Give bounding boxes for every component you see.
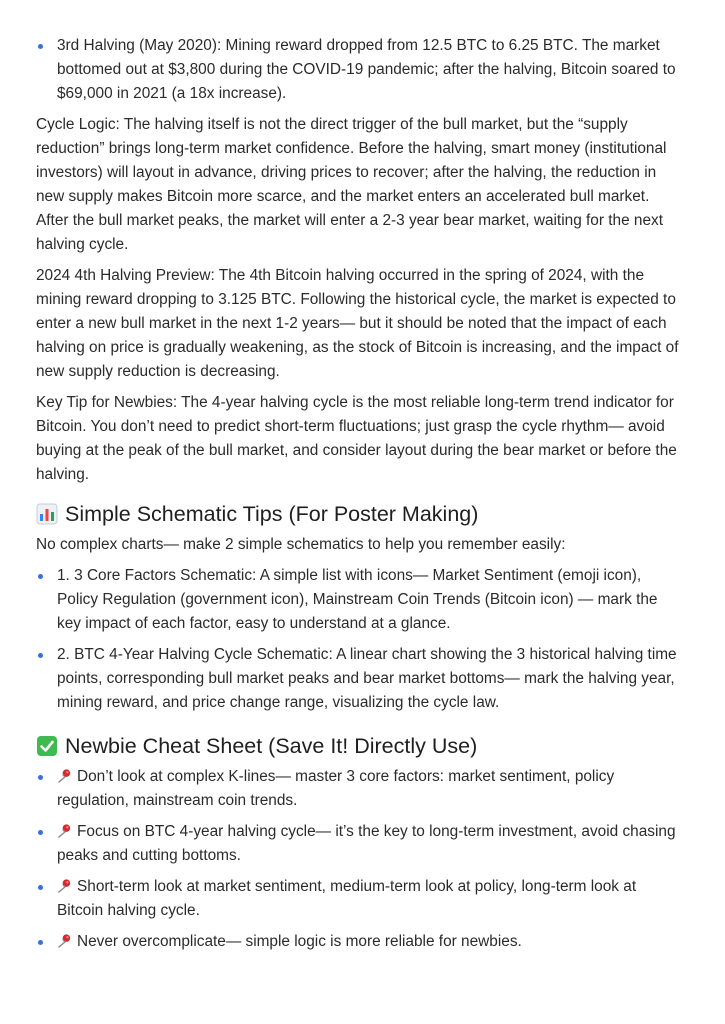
key-tip-paragraph: Key Tip for Newbies: The 4-year halving cycle is the most reliable long-term trend indicator for Bitcoin. You don’t need to predict short-term fluctuations; just grasp the cycle rhythm— avoid buying at the peak of the bull market, and consider layout during the bear market or before the halving. bbox=[36, 394, 677, 483]
pushpin-icon bbox=[57, 878, 72, 893]
list-item-text: 1. 3 Core Factors Schematic: A simple list with icons— Market Sentiment (emoji icon), Policy Regulation (government icon), Mainstream Coin Trends (Bitcoin icon) — mark the key impact of each factor, easy to understand at a glance. bbox=[57, 567, 658, 632]
list-item-text: Focus on BTC 4-year halving cycle— it’s the key to long-term investment, avoid chasing peaks and cutting bottoms. bbox=[57, 823, 676, 864]
bar-chart-icon bbox=[36, 503, 58, 525]
list-item-cheat-3 bbox=[36, 875, 685, 923]
bullet-dot bbox=[38, 574, 43, 579]
check-mark-icon bbox=[36, 735, 58, 757]
cheat-sheet-title: Newbie Cheat Sheet (Save It! Directly Use) bbox=[65, 734, 478, 758]
list-item-text: Never overcomplicate— simple logic is more reliable for newbies. bbox=[77, 933, 522, 950]
list-item-halving-cycle-schematic bbox=[36, 643, 685, 715]
list-item-text: 3rd Halving (May 2020): Mining reward dropped from 12.5 BTC to 6.25 BTC. The market bottomed out at $3,800 during the COVID-19 pandemic; after the halving, Bitcoin soared to $69,000 in 2021 (a 18x increase). bbox=[57, 37, 676, 102]
schematic-intro: No complex charts— make 2 simple schematics to help you remember easily: bbox=[36, 536, 566, 553]
pushpin-icon bbox=[57, 823, 72, 838]
list-item-third-halving bbox=[36, 34, 685, 106]
schematic-section-heading bbox=[36, 500, 685, 528]
cycle-logic-paragraph: Cycle Logic: The halving itself is not the direct trigger of the bull market, but the “supply reduction” brings long-term market confidence. Before the halving, smart money (institutional investors) will layout in advance, driving prices to recover; after the halving, the reduction in new supply makes Bitcoin more scarce, and the market enters an accelerated bull market. After the bull market peaks, the market will enter a 2-3 year bear market, waiting for the next halving cycle. bbox=[36, 116, 667, 253]
list-item-text: Short-term look at market sentiment, medium-term look at policy, long-term look at Bitcoin halving cycle. bbox=[57, 878, 637, 919]
bullet-dot bbox=[38, 775, 43, 780]
list-item-cheat-2 bbox=[36, 820, 685, 868]
list-item-core-factors-schematic bbox=[36, 564, 685, 636]
halving-preview-paragraph: 2024 4th Halving Preview: The 4th Bitcoin halving occurred in the spring of 2024, with the mining reward dropping to 3.125 BTC. Following the historical cycle, the market is expected to enter a new bull market in the next 1-2 years— but it should be noted that the impact of each halving on price is gradually weakening, as the stock of Bitcoin is increasing, and the impact of new supply reduction is decreasing. bbox=[36, 267, 679, 380]
bullet-dot bbox=[38, 653, 43, 658]
list-item-cheat-4 bbox=[36, 930, 685, 954]
list-item-cheat-1 bbox=[36, 765, 685, 813]
schematic-section-title: Simple Schematic Tips (For Poster Making) bbox=[65, 502, 479, 526]
cheat-sheet-heading bbox=[36, 732, 685, 760]
bullet-dot bbox=[38, 44, 43, 49]
bullet-dot bbox=[38, 830, 43, 835]
list-item-text: 2. BTC 4-Year Halving Cycle Schematic: A linear chart showing the 3 historical halving time points, corresponding bull market peaks and bear market bottoms— mark the halving year, mining reward, and price change range, visualizing the cycle law. bbox=[57, 646, 677, 711]
pushpin-icon bbox=[57, 933, 72, 948]
pushpin-icon bbox=[57, 768, 72, 783]
list-item-text: Don’t look at complex K-lines— master 3 core factors: market sentiment, policy regulation, mainstream coin trends. bbox=[57, 768, 615, 809]
bullet-dot bbox=[38, 885, 43, 890]
bullet-dot bbox=[38, 940, 43, 945]
